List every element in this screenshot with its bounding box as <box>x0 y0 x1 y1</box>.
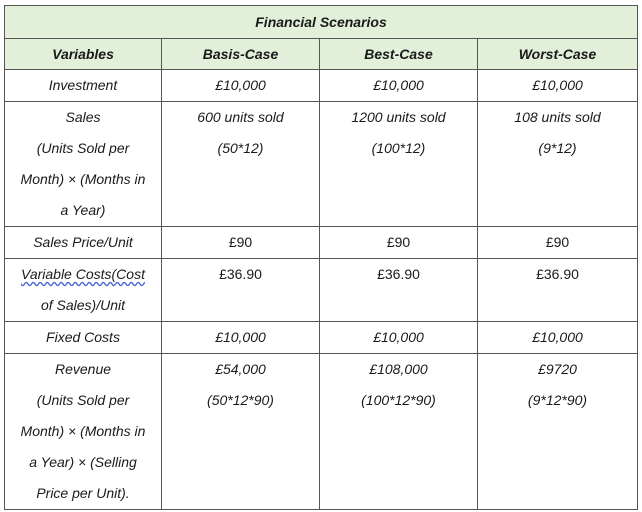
sales-worst-formula: (9*12) <box>538 140 577 156</box>
sales-best <box>320 102 478 227</box>
label-revenue-line: a Year) × (Selling <box>29 454 137 470</box>
sales-best-value: 1200 units sold <box>351 109 446 125</box>
label-sales-line: Sales <box>65 109 101 125</box>
sales-worst <box>478 102 638 227</box>
row-sales <box>5 102 638 227</box>
title-row <box>5 6 638 39</box>
label-revenue-line: Month) × (Months in <box>20 423 146 439</box>
sales-worst-value: 108 units sold <box>514 109 601 125</box>
label-revenue <box>5 354 162 510</box>
sales-basis <box>162 102 320 227</box>
label-revenue-line: (Units Sold per <box>36 392 130 408</box>
price-best: £90 <box>320 227 478 259</box>
revenue-basis <box>162 354 320 510</box>
label-variable-costs <box>5 259 162 322</box>
fixed-costs-best: £10,000 <box>320 322 478 354</box>
investment-best: £10,000 <box>320 70 478 102</box>
row-investment <box>5 70 638 102</box>
fixed-costs-basis: £10,000 <box>162 322 320 354</box>
revenue-basis-formula: (50*12*90) <box>207 392 274 408</box>
row-revenue <box>5 354 638 510</box>
revenue-basis-value: £54,000 <box>215 361 266 377</box>
label-investment: Investment <box>5 70 162 102</box>
header-variables: Variables <box>5 39 162 70</box>
investment-worst: £10,000 <box>478 70 638 102</box>
revenue-worst-formula: (9*12*90) <box>527 392 588 408</box>
financial-scenarios-table <box>4 5 638 510</box>
revenue-best-value: £108,000 <box>369 361 428 377</box>
variable-costs-basis: £36.90 <box>162 259 320 322</box>
label-sales <box>5 102 162 227</box>
label-revenue-line: Price per Unit). <box>36 485 130 501</box>
revenue-worst-value: £9720 <box>538 361 577 377</box>
variable-costs-worst: £36.90 <box>478 259 638 322</box>
investment-basis: £10,000 <box>162 70 320 102</box>
revenue-worst <box>478 354 638 510</box>
label-sales-line: (Units Sold per <box>36 140 130 156</box>
label-fixed-costs: Fixed Costs <box>5 322 162 354</box>
label-sales-price: Sales Price/Unit <box>5 227 162 259</box>
header-best-case: Best-Case <box>320 39 478 70</box>
sales-basis-formula: (50*12) <box>217 140 264 156</box>
price-basis: £90 <box>162 227 320 259</box>
header-basis-case: Basis-Case <box>162 39 320 70</box>
revenue-best-formula: (100*12*90) <box>361 392 436 408</box>
sales-best-formula: (100*12) <box>371 140 426 156</box>
price-worst: £90 <box>478 227 638 259</box>
label-sales-line: a Year) <box>60 202 106 218</box>
label-revenue-line: Revenue <box>54 361 112 377</box>
row-fixed-costs <box>5 322 638 354</box>
revenue-best <box>320 354 478 510</box>
label-variable-costs-line: Variable Costs(Cost <box>21 266 145 282</box>
label-variable-costs-line: of Sales)/Unit <box>40 297 126 313</box>
table-title: Financial Scenarios <box>5 6 638 39</box>
header-worst-case: Worst-Case <box>478 39 638 70</box>
variable-costs-best: £36.90 <box>320 259 478 322</box>
label-sales-line: Month) × (Months in <box>20 171 146 187</box>
header-row <box>5 39 638 70</box>
row-variable-costs <box>5 259 638 322</box>
row-sales-price <box>5 227 638 259</box>
fixed-costs-worst: £10,000 <box>478 322 638 354</box>
sales-basis-value: 600 units sold <box>197 109 284 125</box>
